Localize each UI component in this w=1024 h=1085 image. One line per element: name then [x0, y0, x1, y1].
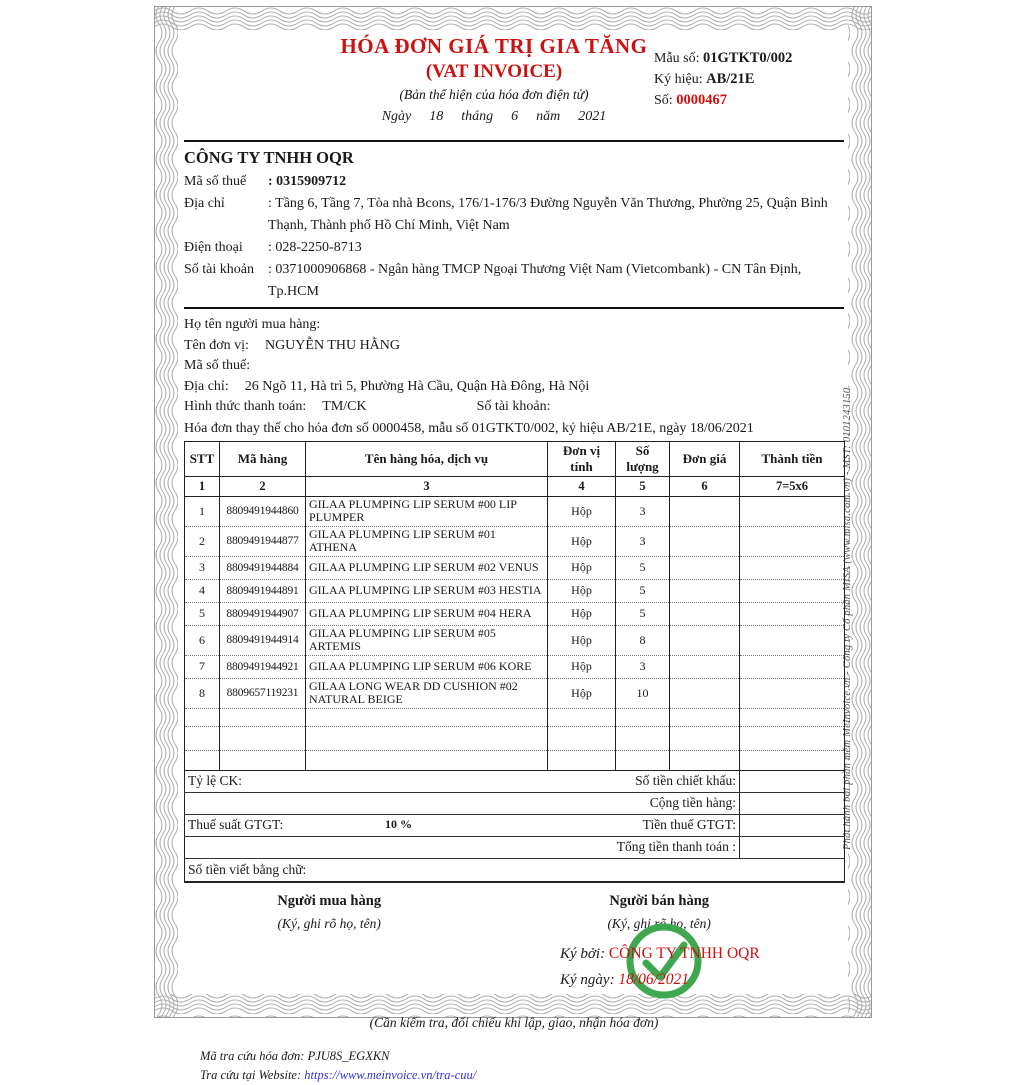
- subtotal-value: [740, 792, 845, 814]
- buyer-tax-row: Mã số thuế:: [184, 358, 251, 373]
- cell-price: [670, 655, 740, 678]
- serial-line: [654, 69, 844, 90]
- cell-amount: [740, 496, 845, 526]
- cell-unit: Hộp: [548, 579, 616, 602]
- seller-phone-row: [184, 237, 844, 259]
- lookup-code: PJU8S_EGXKN: [307, 1049, 390, 1063]
- verification-note: (Cần kiểm tra, đối chiếu khi lập, giao, nhận hóa đơn): [369, 1015, 659, 1030]
- colnum-6: 6: [670, 476, 740, 496]
- date-word: Ngày: [381, 109, 412, 124]
- vat-rate-value: 10 %: [385, 816, 412, 831]
- signed-by-line: [560, 945, 760, 963]
- cell-price: [670, 602, 740, 625]
- date-month: 6: [511, 109, 519, 124]
- invoice-number: 0000467: [676, 92, 727, 108]
- colnum-3: 3: [306, 476, 548, 496]
- colnum-7: 7=5x6: [740, 476, 845, 496]
- date-year: 2021: [578, 109, 607, 124]
- colnum-5: 5: [616, 476, 670, 496]
- header-divider: [184, 140, 844, 142]
- invoice-title: HÓA ĐƠN GIÁ TRỊ GIA TĂNG: [340, 34, 648, 58]
- signature-section: [184, 893, 844, 1011]
- total-row: [185, 836, 845, 858]
- cell-code: 8809491944914: [220, 625, 306, 655]
- seller-name: CÔNG TY TNHH OQR: [184, 148, 354, 167]
- cell-code: 8809491944907: [220, 602, 306, 625]
- signed-by-value: CÔNG TY TNHH OQR: [608, 945, 760, 962]
- cell-unit: Hộp: [548, 678, 616, 708]
- invoice-sheet: [154, 6, 872, 1082]
- discount-amount-label: Số tiền chiết khấu:: [635, 773, 736, 788]
- cell-stt: 6: [185, 625, 220, 655]
- cell-name: GILAA PLUMPING LIP SERUM #02 VENUS: [306, 556, 548, 579]
- invoice-number-line: [654, 90, 844, 111]
- electronic-copy-note: (Bản thể hiện của hóa đơn điện tử): [399, 87, 589, 102]
- replacement-note: Hóa đơn thay thế cho hóa đơn số 0000458, mẫu số 01GTKT0/002, ký hiệu AB/21E, ngày 18/06/2021: [184, 420, 754, 436]
- colnum-4: 4: [548, 476, 616, 496]
- cell-amount: [740, 556, 845, 579]
- cell-code: 8809491944884: [220, 556, 306, 579]
- buyer-unit-row: [184, 336, 844, 357]
- buyer-name-row: Họ tên người mua hàng:: [184, 317, 321, 332]
- total-label: Tổng tiền thanh toán :: [616, 839, 736, 854]
- seller-section: [184, 148, 844, 303]
- seller-account-label: Số tài khoản: [184, 262, 254, 277]
- discount-amount-value: [740, 770, 845, 792]
- form-label: Mẫu số:: [654, 51, 700, 66]
- table-row: [185, 496, 845, 526]
- cell-qty: 3: [616, 655, 670, 678]
- serial-value: AB/21E: [706, 71, 755, 87]
- table-row: [185, 625, 845, 655]
- website-label: Tra cứu tại Website:: [200, 1068, 302, 1082]
- cell-unit: Hộp: [548, 556, 616, 579]
- publisher-side-text: Phát hành bởi phần mềm MeInvoice.vn - Công ty Cổ phần MISA (www.misa.com.vn) - MST: 0101243150: [842, 387, 853, 850]
- cell-unit: Hộp: [548, 526, 616, 556]
- cell-unit: Hộp: [548, 625, 616, 655]
- cell-unit: Hộp: [548, 496, 616, 526]
- cell-price: [670, 625, 740, 655]
- signed-date-label: Ký ngày:: [560, 972, 615, 988]
- empty-row: [185, 750, 845, 770]
- number-label: Số:: [654, 93, 673, 108]
- table-row: [185, 678, 845, 708]
- form-info-block: [654, 48, 844, 111]
- cell-price: [670, 526, 740, 556]
- seller-tax-value: : 0315909712: [268, 171, 844, 193]
- table-header-row: [185, 441, 845, 476]
- cell-code: 8809657119231: [220, 678, 306, 708]
- seller-phone-value: : 028-2250-8713: [268, 237, 844, 259]
- colnum-1: 1: [185, 476, 220, 496]
- cell-unit: Hộp: [548, 602, 616, 625]
- cell-name: GILAA PLUMPING LIP SERUM #05 ARTEMIS: [306, 625, 548, 655]
- cell-code: 8809491944921: [220, 655, 306, 678]
- col-unit: Đơn vị tính: [548, 441, 616, 476]
- cell-unit: Hộp: [548, 655, 616, 678]
- cell-stt: 7: [185, 655, 220, 678]
- cell-name: GILAA PLUMPING LIP SERUM #03 HESTIA: [306, 579, 548, 602]
- seller-account-value: : 0371000906868 - Ngân hàng TMCP Ngoại Thương Việt Nam (Vietcombank) - CN Tân Định, Tp.HCM: [268, 259, 844, 303]
- subtotal-label: Cộng tiền hàng:: [649, 795, 736, 810]
- buyer-signature-note: (Ký, ghi rõ họ, tên): [277, 916, 381, 931]
- invoice-subtitle: (VAT INVOICE): [425, 61, 563, 82]
- cell-name: GILAA PLUMPING LIP SERUM #04 HERA: [306, 602, 548, 625]
- cell-name: GILAA LONG WEAR DD CUSHION #02 NATURAL BEIGE: [306, 678, 548, 708]
- year-word: năm: [536, 109, 561, 124]
- cell-amount: [740, 625, 845, 655]
- cell-qty: 8: [616, 625, 670, 655]
- buyer-section: [184, 315, 844, 439]
- seller-account-row: [184, 259, 844, 303]
- cell-qty: 5: [616, 556, 670, 579]
- month-word: tháng: [461, 109, 494, 124]
- empty-row: [185, 726, 845, 750]
- table-row: [185, 602, 845, 625]
- table-row: [185, 579, 845, 602]
- seller-signature-note: (Ký, ghi rõ họ, tên): [607, 916, 711, 931]
- buyer-address-row: [184, 377, 844, 398]
- cell-code: 8809491944891: [220, 579, 306, 602]
- buyer-signature-title: Người mua hàng: [277, 893, 382, 909]
- cell-qty: 3: [616, 526, 670, 556]
- cell-amount: [740, 526, 845, 556]
- cell-stt: 5: [185, 602, 220, 625]
- items-table: [184, 441, 845, 884]
- cell-qty: 5: [616, 579, 670, 602]
- col-code: Mã hàng: [220, 441, 306, 476]
- signed-date-value: 18/06/2021: [618, 971, 689, 988]
- seller-signature-title: Người bán hàng: [609, 893, 710, 909]
- vat-amount-value: [740, 814, 845, 836]
- cell-qty: 10: [616, 678, 670, 708]
- cell-code: 8809491944877: [220, 526, 306, 556]
- buyer-address-value: 26 Ngõ 11, Hà trì 5, Phường Hà Cầu, Quận Hà Đông, Hà Nội: [244, 378, 590, 394]
- signed-date-line: [560, 971, 689, 989]
- col-qty: Số lượng: [616, 441, 670, 476]
- cell-qty: 3: [616, 496, 670, 526]
- payment-method-row: [184, 397, 844, 418]
- cell-price: [670, 579, 740, 602]
- lookup-code-line: [200, 1047, 844, 1066]
- cell-amount: [740, 655, 845, 678]
- total-value: [740, 836, 845, 858]
- seller-tax-row: [184, 171, 844, 193]
- cell-amount: [740, 678, 845, 708]
- discount-rate-label: Tỷ lệ CK:: [188, 773, 242, 788]
- payment-value: TM/CK: [322, 399, 367, 414]
- table-row: [185, 655, 845, 678]
- cell-stt: 4: [185, 579, 220, 602]
- serial-label: Ký hiệu:: [654, 72, 703, 87]
- buyer-unit-value: NGUYỄN THU HẰNG: [264, 337, 401, 353]
- cell-stt: 8: [185, 678, 220, 708]
- amount-in-words-row: [185, 858, 845, 882]
- cell-amount: [740, 602, 845, 625]
- discount-row: [185, 770, 845, 792]
- seller-address-row: [184, 193, 844, 237]
- lookup-website-line: [200, 1066, 844, 1085]
- cell-price: [670, 496, 740, 526]
- cell-code: 8809491944860: [220, 496, 306, 526]
- payment-label: Hình thức thanh toán:: [184, 399, 307, 414]
- col-stt: STT: [185, 441, 220, 476]
- cell-name: GILAA PLUMPING LIP SERUM #06 KORE: [306, 655, 548, 678]
- invoice-date-line: [184, 109, 804, 125]
- form-value: 01GTKT0/002: [703, 50, 793, 66]
- invoice-header: [184, 34, 844, 138]
- form-number-line: [654, 48, 844, 69]
- subtotal-row: [185, 792, 845, 814]
- seller-address-label: Địa chỉ: [184, 196, 225, 211]
- cell-stt: 3: [185, 556, 220, 579]
- cell-amount: [740, 579, 845, 602]
- buyer-unit-label: Tên đơn vị:: [184, 337, 249, 353]
- vat-amount-label: Tiền thuế GTGT:: [642, 817, 736, 832]
- buyer-account-label: Số tài khoản:: [476, 399, 551, 414]
- cell-price: [670, 678, 740, 708]
- empty-row: [185, 708, 845, 726]
- col-name: Tên hàng hóa, dịch vụ: [306, 441, 548, 476]
- buyer-address-label: Địa chỉ:: [184, 378, 229, 394]
- seller-address-value: : Tầng 6, Tầng 7, Tòa nhà Bcons, 176/1-176/3 Đường Nguyễn Văn Thương, Phường 25, Quận Bình Thạnh, Thành phố Hồ Chí Minh, Việt Nam: [268, 193, 844, 237]
- vat-rate-label: Thuế suất GTGT:: [188, 817, 284, 832]
- cell-qty: 5: [616, 602, 670, 625]
- date-day: 18: [429, 109, 444, 124]
- buyer-signature-block: [184, 893, 474, 932]
- colnum-2: 2: [220, 476, 306, 496]
- cell-name: GILAA PLUMPING LIP SERUM #00 LIP PLUMPER: [306, 496, 548, 526]
- col-amount: Thành tiền: [740, 441, 845, 476]
- amount-in-words-label: Số tiền viết bằng chữ:: [185, 858, 845, 882]
- seller-phone-label: Điện thoại: [184, 240, 243, 255]
- lookup-footer: [200, 1047, 844, 1085]
- cell-stt: 1: [185, 496, 220, 526]
- table-row: [185, 526, 845, 556]
- signed-by-label: Ký bởi:: [560, 946, 606, 962]
- seller-tax-label: Mã số thuế: [184, 174, 247, 189]
- invoice-content: [184, 34, 844, 1082]
- lookup-label: Mã tra cứu hóa đơn:: [200, 1049, 305, 1063]
- column-number-row: [185, 476, 845, 496]
- cell-name: GILAA PLUMPING LIP SERUM #01 ATHENA: [306, 526, 548, 556]
- table-row: [185, 556, 845, 579]
- vat-row: [185, 814, 845, 836]
- lookup-website-link[interactable]: https://www.meinvoice.vn/tra-cuu/: [304, 1068, 477, 1082]
- cell-price: [670, 556, 740, 579]
- col-price: Đơn giá: [670, 441, 740, 476]
- seller-divider: [184, 307, 844, 309]
- cell-stt: 2: [185, 526, 220, 556]
